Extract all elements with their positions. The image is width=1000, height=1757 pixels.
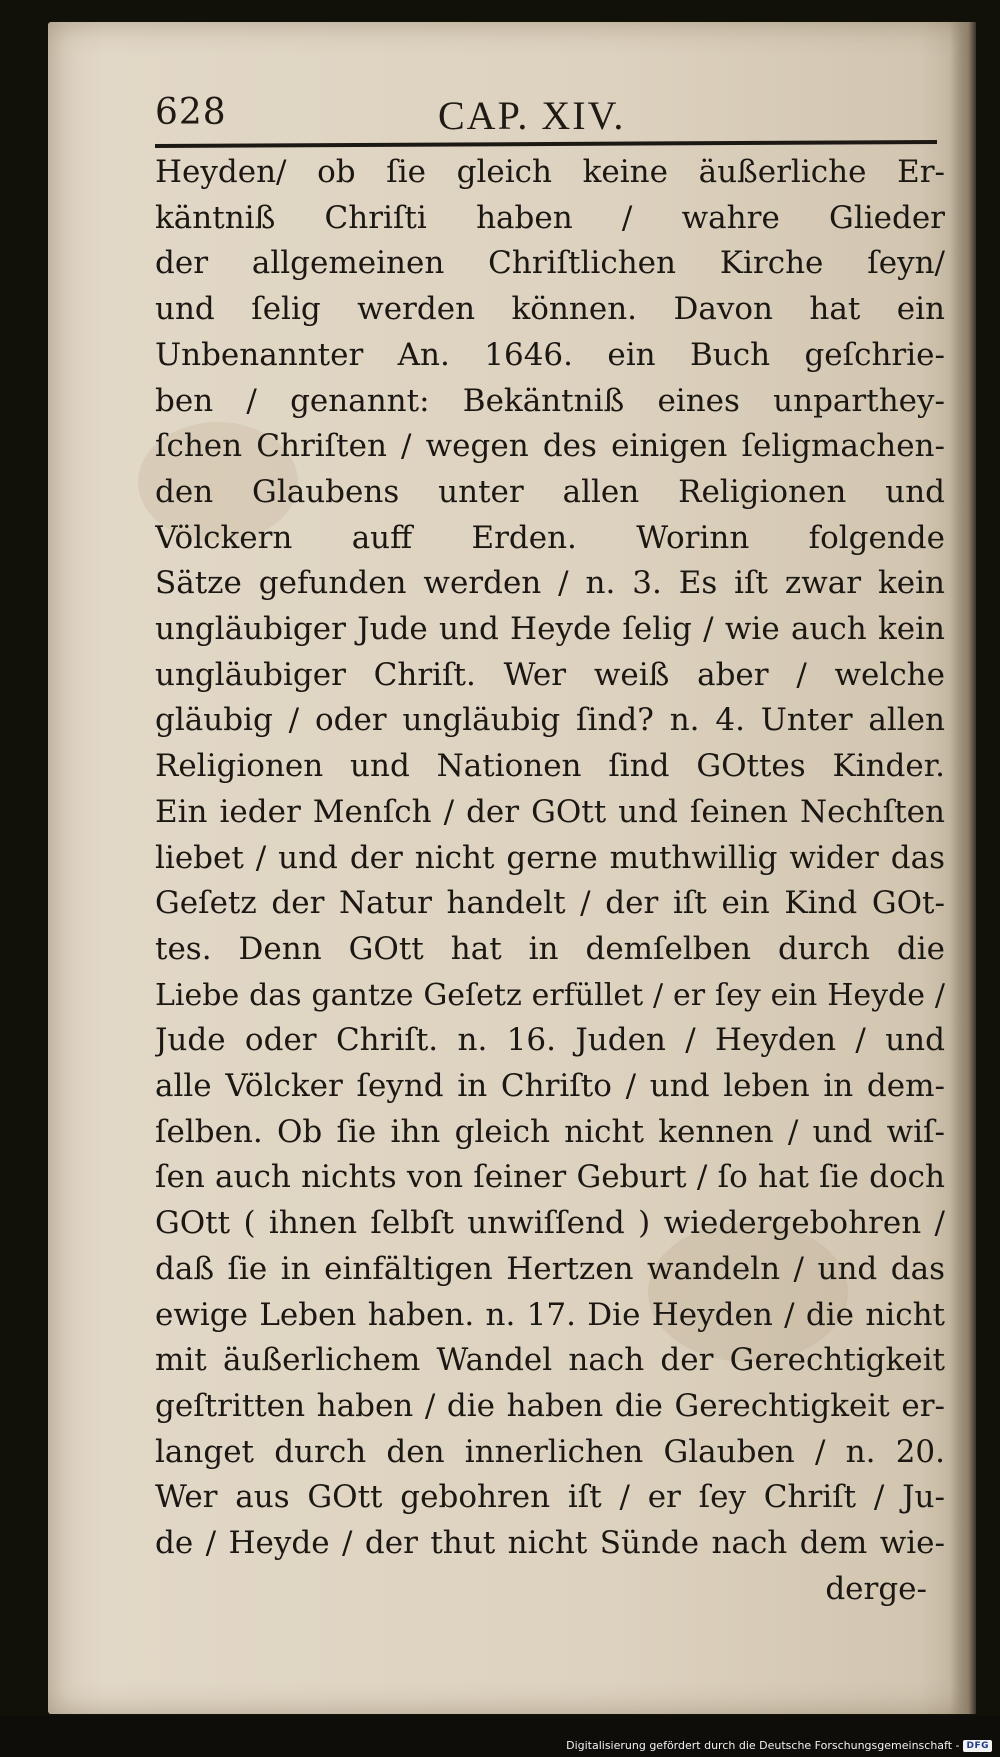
- text-line: geſtritten haben / die haben die Gerechtigkeit er-: [155, 1387, 945, 1424]
- text-line: käntniß Chriſti haben / wahre Glieder: [155, 199, 945, 236]
- text-line: und ſelig werden können. Davon hat ein: [155, 291, 945, 328]
- page-number: 628: [155, 92, 227, 133]
- running-head: CAP. XIV.: [438, 93, 626, 138]
- text-line: de / Heyde / der thut nicht Sünde nach dem wie-: [155, 1525, 945, 1562]
- text-line: Unbenannter An. 1646. ein Buch geſchrie-: [155, 336, 945, 373]
- body-text: [155, 150, 945, 1613]
- text-line: ſchen Chriſten / wegen des einigen ſeligmachen-: [155, 428, 945, 465]
- text-line: mit äußerlichem Wandel nach der Gerechtigkeit: [155, 1342, 945, 1379]
- dfg-logo: DFG: [963, 1740, 992, 1752]
- text-line: Sätze gefunden werden / n. 3. Es iſt zwar kein: [155, 565, 945, 602]
- funding-credit: [566, 1739, 992, 1752]
- funding-credit-text: Digitalisierung gefördert durch die Deutsche Forschungsgemeinschaft -: [566, 1739, 960, 1752]
- text-line: der allgemeinen Chriſtlichen Kirche ſeyn/: [155, 245, 945, 282]
- text-line: alle Völcker ſeynd in Chriſto / und leben in dem-: [155, 1068, 945, 1105]
- text-line: Geſetz der Natur handelt / der iſt ein Kind GOt-: [155, 885, 945, 922]
- text-line: ungläubiger Jude und Heyde ſelig / wie auch kein: [155, 611, 945, 648]
- text-line: Heyden/ ob ſie gleich keine äußerliche Er-: [155, 154, 945, 190]
- text-line: ewige Leben haben. n. 17. Die Heyden / die nicht: [155, 1296, 945, 1333]
- text-line: gläubig / oder ungläubig ſind? n. 4. Unter allen: [155, 702, 945, 739]
- page-edge: [950, 22, 976, 1714]
- text-line: ſen auch nichts von ſeiner Geburt / ſo hat ſie doch: [155, 1159, 945, 1196]
- text-line: den Glaubens unter allen Religionen und: [155, 473, 945, 510]
- catchword: derge-: [825, 1570, 927, 1607]
- text-line: ben / genannt: Bekäntniß eines unparthey-: [155, 382, 945, 419]
- text-line: Völckern auff Erden. Worinn folgende: [155, 519, 945, 556]
- text-line: daß ſie in einfältigen Hertzen wandeln / und das: [155, 1250, 945, 1287]
- text-line: GOtt ( ihnen ſelbſt unwiſſend ) wiedergebohren /: [155, 1205, 945, 1242]
- text-line: Religionen und Nationen ſind GOttes Kinder.: [155, 748, 945, 785]
- text-line: Jude oder Chriſt. n. 16. Juden / Heyden / und: [155, 1022, 945, 1059]
- text-line: langet durch den innerlichen Glauben / n. 20.: [155, 1433, 945, 1470]
- text-line: liebet / und der nicht gerne muthwillig wider das: [155, 839, 945, 876]
- text-line: Liebe das gantze Geſetz erfüllet / er ſey ein Heyde /: [155, 977, 945, 1013]
- text-line: ungläubiger Chriſt. Wer weiß aber / welche: [155, 656, 945, 693]
- text-line: Ein ieder Menſch / der GOtt und ſeinen Nechſten: [155, 793, 945, 830]
- text-line: Wer aus GOtt gebohren iſt / er ſey Chriſt / Ju-: [155, 1479, 945, 1516]
- text-line: tes. Denn GOtt hat in demſelben durch die: [155, 930, 945, 967]
- text-line: ſelben. Ob ſie ihn gleich nicht kennen / und wiſ-: [155, 1113, 945, 1150]
